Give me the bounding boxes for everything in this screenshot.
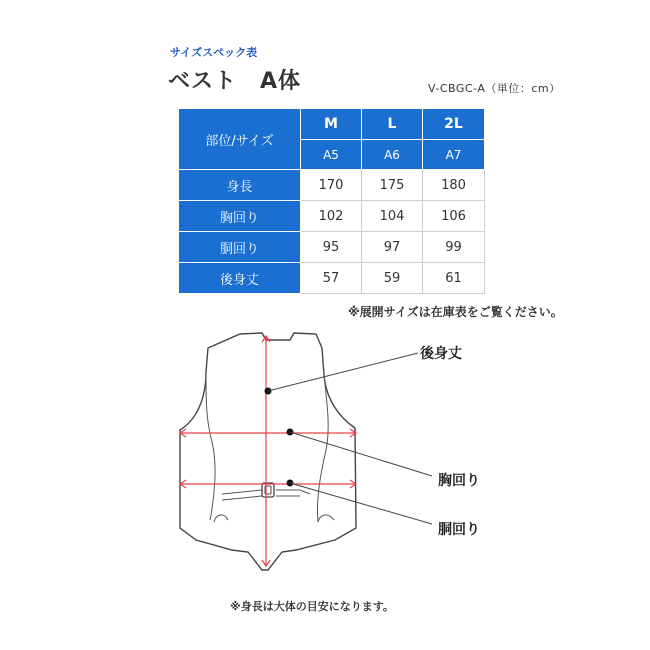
right-side-seam <box>317 375 328 522</box>
size-header-2l: 2L <box>423 109 485 140</box>
table-cell: 95 <box>301 232 362 263</box>
height-guide-note: ※身長は大体の目安になります。 <box>230 600 394 613</box>
table-corner-cell: 部位/サイズ <box>179 109 301 170</box>
spec-subtitle: サイズスペック表 <box>170 46 258 59</box>
jis-header-a5: A5 <box>301 140 362 170</box>
table-cell: 61 <box>423 263 485 294</box>
chest-leader <box>290 432 432 476</box>
table-cell: 104 <box>362 201 423 232</box>
table-cell: 175 <box>362 170 423 201</box>
row-label-back-length: 後身丈 <box>179 263 301 294</box>
table-cell: 180 <box>423 170 485 201</box>
table-cell: 102 <box>301 201 362 232</box>
product-code: V-CBGC-A（単位：cm） <box>428 82 561 95</box>
table-cell: 99 <box>423 232 485 263</box>
table-cell: 170 <box>301 170 362 201</box>
jis-header-a7: A7 <box>423 140 485 170</box>
vest-outline <box>180 333 356 570</box>
table-cell: 106 <box>423 201 485 232</box>
page-title: ベスト A体 <box>168 69 302 94</box>
callout-chest: 胸回り <box>438 473 480 489</box>
left-side-seam <box>206 372 215 520</box>
callout-back-length: 後身丈 <box>420 346 462 362</box>
callout-waist: 胴回り <box>438 522 480 538</box>
size-header-m: M <box>301 109 362 140</box>
waist-leader <box>290 483 432 524</box>
back-length-leader <box>268 353 418 391</box>
table-cell: 59 <box>362 263 423 294</box>
lower-dart-left <box>214 515 228 522</box>
jis-header-a6: A6 <box>362 140 423 170</box>
row-label-chest: 胸回り <box>179 201 301 232</box>
table-cell: 97 <box>362 232 423 263</box>
expanded-sizes-note: ※展開サイズは在庫表をご覧ください。 <box>348 305 563 319</box>
row-label-waist: 胴回り <box>179 232 301 263</box>
belt-buckle <box>262 483 274 497</box>
size-header-l: L <box>362 109 423 140</box>
lower-dart-right <box>318 515 334 522</box>
row-label-height: 身長 <box>179 170 301 201</box>
table-cell: 57 <box>301 263 362 294</box>
